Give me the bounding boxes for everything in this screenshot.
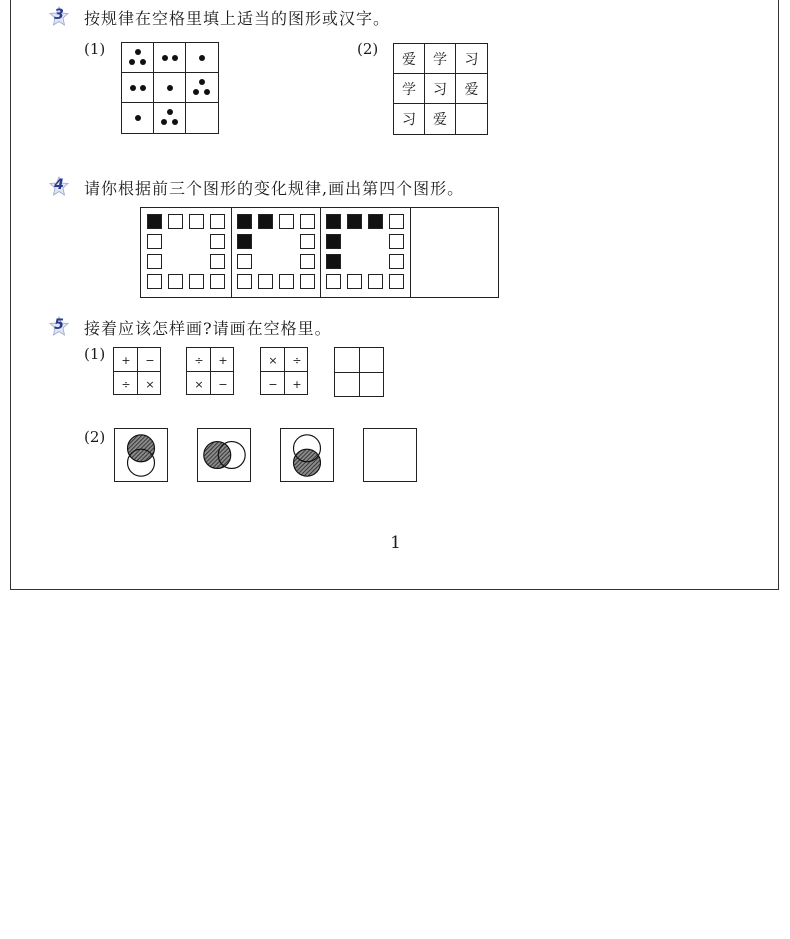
operator-symbol: + bbox=[218, 353, 228, 367]
dot-cell bbox=[154, 103, 186, 133]
filled-square bbox=[258, 214, 273, 229]
dot-icon bbox=[193, 89, 199, 95]
empty-square bbox=[279, 214, 294, 229]
empty-square bbox=[389, 214, 404, 229]
dot-cell bbox=[186, 73, 218, 103]
filled-square bbox=[347, 214, 362, 229]
pattern-frame bbox=[231, 208, 322, 297]
circle-pattern-box bbox=[114, 428, 168, 482]
q4-number: 4 bbox=[54, 177, 64, 193]
empty-square bbox=[279, 274, 294, 289]
empty-square bbox=[300, 254, 315, 269]
empty-answer-cell[interactable] bbox=[186, 103, 218, 133]
filled-square bbox=[147, 214, 162, 229]
empty-square bbox=[389, 254, 404, 269]
char-cell: 爱 bbox=[425, 104, 456, 134]
dot-cell bbox=[154, 43, 186, 73]
symbol-grid bbox=[186, 347, 234, 395]
dot-cell bbox=[186, 43, 218, 73]
operator-symbol bbox=[335, 372, 359, 396]
dot-icon bbox=[172, 119, 178, 125]
filled-square bbox=[326, 214, 341, 229]
dot-icon bbox=[167, 109, 173, 115]
empty-square bbox=[189, 274, 204, 289]
q3-text: 按规律在空格里填上适当的图形或汉字。 bbox=[84, 9, 391, 28]
q4-pattern-strip bbox=[140, 207, 499, 298]
filled-square bbox=[368, 214, 383, 229]
q4-number-star-icon bbox=[49, 176, 69, 196]
empty-answer-cell[interactable] bbox=[456, 104, 487, 134]
q5-text: 接着应该怎样画?请画在空格里。 bbox=[84, 319, 332, 338]
empty-square bbox=[368, 274, 383, 289]
empty-square bbox=[237, 274, 252, 289]
q5-number: 5 bbox=[54, 317, 64, 333]
empty-square bbox=[300, 234, 315, 249]
shaded-circle bbox=[294, 449, 321, 476]
char-cell: 习 bbox=[425, 74, 456, 104]
empty-square bbox=[147, 274, 162, 289]
filled-square bbox=[326, 254, 341, 269]
page-number: 1 bbox=[390, 533, 401, 553]
dot-cell bbox=[122, 73, 154, 103]
empty-square bbox=[210, 254, 225, 269]
operator-symbol: − bbox=[268, 377, 278, 391]
symbol-grid bbox=[113, 347, 161, 395]
empty-square bbox=[168, 274, 183, 289]
filled-square bbox=[326, 234, 341, 249]
empty-square bbox=[210, 214, 225, 229]
operator-symbol: × bbox=[268, 353, 278, 367]
dot-icon bbox=[135, 115, 141, 121]
operator-symbol bbox=[359, 348, 383, 372]
empty-square bbox=[168, 214, 183, 229]
filled-square bbox=[237, 214, 252, 229]
empty-square bbox=[210, 274, 225, 289]
dot-icon bbox=[167, 85, 173, 91]
dot-icon bbox=[129, 59, 135, 65]
empty-square bbox=[389, 234, 404, 249]
overlapping-circles-icon bbox=[281, 429, 333, 481]
q3-part2-label: (2) bbox=[357, 40, 379, 58]
char-cell: 习 bbox=[394, 104, 425, 134]
dot-cell bbox=[154, 73, 186, 103]
shaded-circle bbox=[128, 435, 155, 462]
dot-icon bbox=[130, 85, 136, 91]
empty-square bbox=[258, 274, 273, 289]
operator-symbol: ÷ bbox=[292, 353, 302, 367]
empty-square bbox=[347, 274, 362, 289]
empty-square bbox=[147, 254, 162, 269]
operator-symbol: × bbox=[194, 377, 204, 391]
empty-square bbox=[389, 274, 404, 289]
q5-number-star-icon bbox=[49, 316, 69, 336]
pattern-frame bbox=[141, 208, 232, 297]
q3-number: 3 bbox=[54, 7, 64, 23]
empty-square bbox=[189, 214, 204, 229]
operator-symbol: ÷ bbox=[121, 377, 131, 391]
dot-icon bbox=[161, 119, 167, 125]
q5-part2-label: (2) bbox=[84, 428, 106, 446]
symbol-grid bbox=[260, 347, 308, 395]
q3-number-star-icon bbox=[49, 6, 69, 26]
dot-cell bbox=[122, 103, 154, 133]
dot-icon bbox=[204, 89, 210, 95]
pattern-frame bbox=[320, 208, 411, 297]
q5-part1-label: (1) bbox=[84, 345, 106, 363]
dot-icon bbox=[199, 79, 205, 85]
empty-answer-grid[interactable] bbox=[334, 347, 384, 397]
char-cell: 学 bbox=[425, 44, 456, 74]
dot-icon bbox=[162, 55, 168, 61]
char-cell: 爱 bbox=[394, 44, 425, 74]
shaded-circle bbox=[204, 442, 231, 469]
operator-symbol: − bbox=[145, 353, 155, 367]
char-cell: 习 bbox=[456, 44, 487, 74]
dot-icon bbox=[140, 59, 146, 65]
dot-icon bbox=[140, 85, 146, 91]
empty-square bbox=[147, 234, 162, 249]
q3-char-grid bbox=[393, 43, 488, 135]
char-cell: 爱 bbox=[456, 74, 487, 104]
empty-answer-box[interactable] bbox=[363, 428, 417, 482]
operator-symbol: + bbox=[292, 377, 302, 391]
overlapping-circles-icon bbox=[115, 429, 167, 481]
empty-square bbox=[326, 274, 341, 289]
operator-symbol: + bbox=[121, 353, 131, 367]
circle-pattern-box bbox=[280, 428, 334, 482]
operator-symbol: ÷ bbox=[194, 353, 204, 367]
empty-square bbox=[210, 234, 225, 249]
q4-text: 请你根据前三个图形的变化规律,画出第四个图形。 bbox=[84, 179, 465, 198]
empty-answer-frame[interactable] bbox=[410, 208, 500, 297]
empty-square bbox=[300, 214, 315, 229]
dot-icon bbox=[199, 55, 205, 61]
filled-square bbox=[237, 234, 252, 249]
circle-pattern-box bbox=[197, 428, 251, 482]
dot-cell bbox=[122, 43, 154, 73]
operator-symbol bbox=[335, 348, 359, 372]
empty-square bbox=[237, 254, 252, 269]
overlapping-circles-icon bbox=[198, 429, 250, 481]
q3-part1-label: (1) bbox=[84, 40, 106, 58]
empty-square bbox=[300, 274, 315, 289]
operator-symbol: − bbox=[218, 377, 228, 391]
operator-symbol: × bbox=[145, 377, 155, 391]
char-cell: 学 bbox=[394, 74, 425, 104]
q3-dot-grid bbox=[121, 42, 219, 134]
dot-icon bbox=[135, 49, 141, 55]
operator-symbol bbox=[359, 372, 383, 396]
workbook-page bbox=[10, 0, 779, 590]
dot-icon bbox=[172, 55, 178, 61]
